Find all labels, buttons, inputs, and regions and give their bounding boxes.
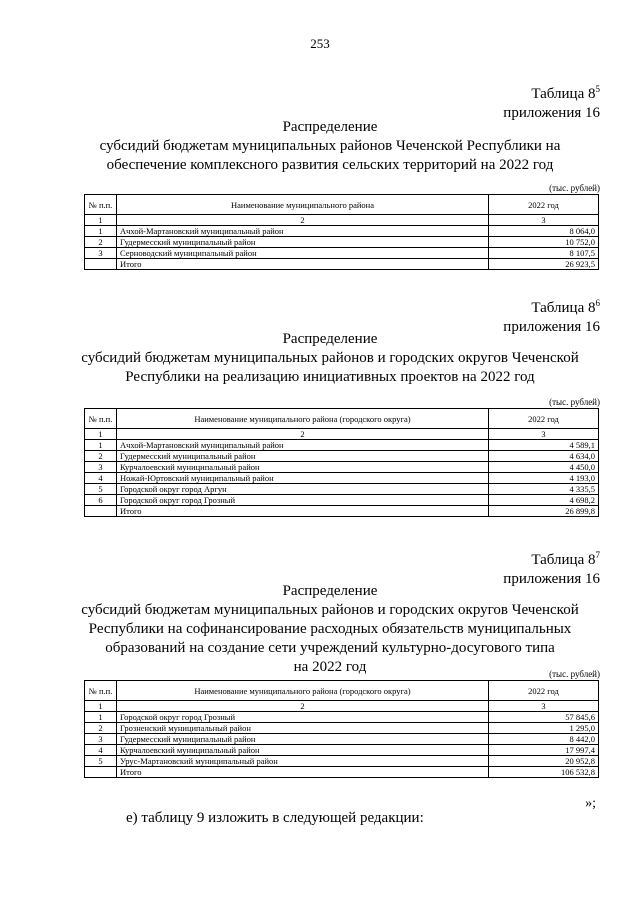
table-row: 5 Урус-Мартановский муниципальный район 20 952,8	[85, 756, 599, 767]
column-number-row: 1 2 3	[85, 701, 599, 712]
page-number: 253	[310, 36, 330, 51]
units-label: (тыс. рублей)	[549, 397, 600, 407]
amendment-instruction: е) таблицу 9 изложить в следующей редакции:	[126, 810, 424, 826]
table-row: 1 Ачхой-Мартановский муниципальный район 4 589,1	[85, 440, 599, 451]
table-header-row: № п.п. Наименование муниципального района 2022 год	[85, 195, 599, 215]
subsidy-table	[84, 408, 599, 517]
table-row: 3 Серноводский муниципальный район 8 107,5	[85, 248, 599, 259]
column-number-row: 1 2 3	[85, 215, 599, 226]
column-number-row: 1 2 3	[85, 429, 599, 440]
table-caption: Распределение субсидий бюджетам муниципальных районов Чеченской Республики на обеспечение комплексного развития сельских территорий на 2022 год	[99, 119, 561, 173]
total-row: Итого 26 899,8	[85, 506, 599, 517]
table-row: 3 Курчалоевский муниципальный район 4 450,0	[85, 462, 599, 473]
table-row: 1 Городской округ город Грозный 57 845,6	[85, 712, 599, 723]
subsidy-table	[84, 194, 599, 270]
table-row: 4 Ножай-Юртовский муниципальный район 4 193,0	[85, 473, 599, 484]
units-label: (тыс. рублей)	[549, 183, 600, 193]
table-row: 6 Городской округ город Грозный 4 698,2	[85, 495, 599, 506]
table-heading: Таблица $8^5$ приложения 16	[503, 84, 600, 121]
table-row: 3 Гудермесский муниципальный район 8 442,0	[85, 734, 599, 745]
table-heading: Таблица $8^6$ приложения 16	[503, 298, 600, 335]
table-caption: Распределение субсидий бюджетам муниципальных районов и городских округов Чеченской Республики на реализацию инициативных проектов на 2022 год	[81, 331, 579, 385]
table-header-row: № п.п. Наименование муниципального района (городского округа) 2022 год	[85, 681, 599, 701]
table-row: 2 Грозненский муниципальный район 1 295,0	[85, 723, 599, 734]
table-row: 4 Курчалоевский муниципальный район 17 997,4	[85, 745, 599, 756]
units-label: (тыс. рублей)	[549, 669, 600, 679]
closing-quote: »;	[585, 796, 596, 811]
total-row: Итого 106 532,8	[85, 767, 599, 778]
table-caption: Распределение субсидий бюджетам муниципальных районов и городских округов Чеченской Республики на софинансирование расходных обязательств муниципальных образований на создание сети учреждений культурно-досугового типа на 2022 год	[81, 583, 579, 675]
subsidy-table	[84, 680, 599, 778]
total-row: Итого 26 923,5	[85, 259, 599, 270]
table-heading: Таблица $8^7$ приложения 16	[503, 550, 600, 587]
table-row: 2 Гудермесский муниципальный район 4 634,0	[85, 451, 599, 462]
table-row: 5 Городской округ город Аргун 4 335,5	[85, 484, 599, 495]
table-row: 2 Гудермесский муниципальный район 10 752,0	[85, 237, 599, 248]
table-header-row: № п.п. Наименование муниципального района (городского округа) 2022 год	[85, 409, 599, 429]
table-row: 1 Ачхой-Мартановский муниципальный район 8 064,0	[85, 226, 599, 237]
